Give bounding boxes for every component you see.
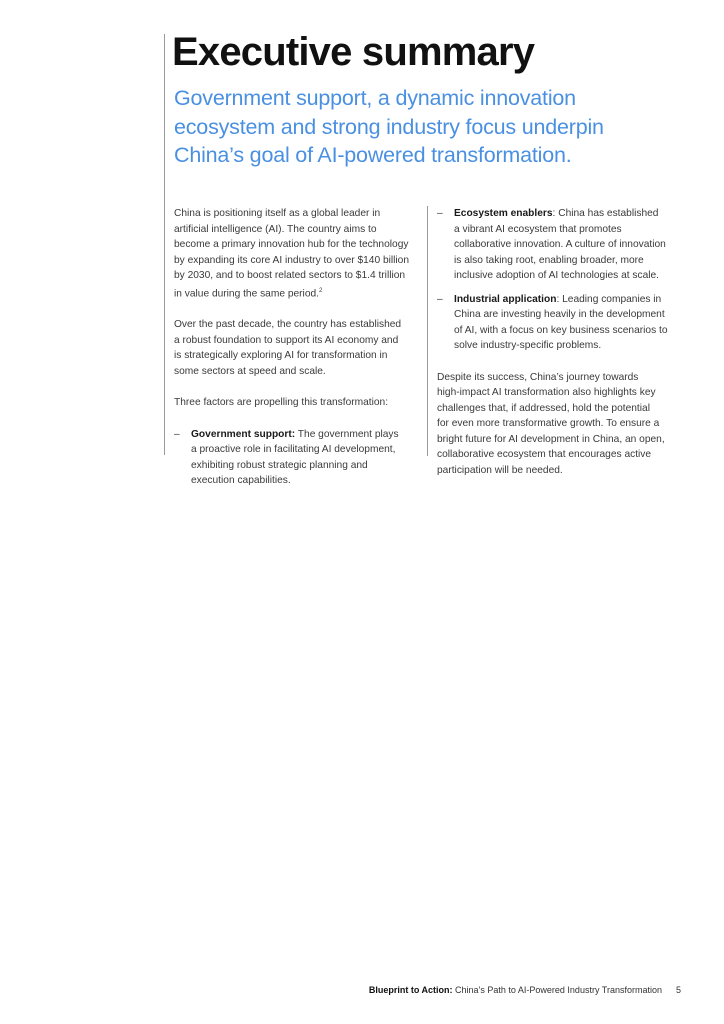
- right-column: [437, 206, 687, 494]
- text-line: participation will be needed.: [437, 464, 563, 476]
- subtitle-line: Government support, a dynamic innovation: [174, 86, 576, 110]
- text-line: a vibrant AI ecosystem that promotes: [454, 223, 622, 235]
- bullet-label: Ecosystem enablers: [454, 208, 553, 219]
- text-line: Despite its success, China’s journey towards: [437, 371, 639, 383]
- footer-report-subtitle: China’s Path to AI-Powered Industry Transformation: [452, 985, 662, 995]
- text-line: challenges that, if addressed, hold the potential: [437, 402, 650, 414]
- text-line: become a primary innovation hub for the technology: [174, 239, 409, 250]
- page-title: Executive summary: [172, 30, 535, 74]
- bullet-dash: –: [174, 428, 180, 440]
- text-line: by expanding its core AI industry to over $140 billion: [174, 254, 410, 266]
- bullet-industrial-application: [437, 292, 687, 354]
- bullet-label: Government support:: [191, 428, 296, 440]
- challenges-paragraph: [437, 370, 687, 479]
- foundation-paragraph: [174, 317, 419, 379]
- text-line: [191, 427, 419, 443]
- text-line: high-impact AI transformation also highlights key: [437, 387, 656, 398]
- text-line: exhibiting robust strategic planning and: [191, 459, 368, 471]
- text-line: execution capabilities.: [191, 475, 291, 487]
- text-line: collaborative ecosystem that encourages active: [437, 449, 652, 460]
- text-line: artificial intelligence (AI). The country aims to: [174, 223, 377, 235]
- bullet-government-support: [174, 427, 419, 489]
- left-column: [174, 206, 419, 497]
- text-line: for even more transformative growth. To ensure a: [437, 418, 660, 429]
- text-line: inclusive adoption of AI technologies at scale.: [454, 270, 660, 281]
- text-line: collaborative innovation. A culture of innovation: [454, 239, 666, 250]
- text-fragment: : China has established: [552, 208, 659, 219]
- footnote-marker: 2: [318, 287, 323, 294]
- bullet-ecosystem-enablers: [437, 206, 687, 284]
- text-line: [174, 284, 419, 302]
- text-line: bright future for AI development in China, an open,: [437, 433, 665, 445]
- text-line: a robust foundation to support its AI economy and: [174, 334, 399, 346]
- text-line: China is positioning itself as a global leader in: [174, 208, 381, 219]
- text-line: of AI, with a focus on key business scenarios to: [454, 324, 668, 336]
- bullet-dash: –: [437, 208, 443, 219]
- text-line: Three factors are propelling this transformation:: [174, 397, 389, 409]
- text-line: some sectors at speed and scale.: [174, 365, 326, 377]
- text-fragment: : Leading companies in: [556, 293, 662, 305]
- bullet-label: Industrial application: [454, 293, 557, 305]
- text-line: [454, 292, 687, 308]
- text-line: a proactive role in facilitating AI development,: [191, 444, 396, 456]
- text-line: solve industry-specific problems.: [454, 340, 602, 351]
- text-line: [454, 206, 687, 222]
- column-divider-rule: [427, 206, 428, 456]
- bullet-dash: –: [437, 293, 443, 305]
- left-margin-rule: [164, 34, 165, 455]
- text-line: by 2030, and to boost related sectors to $1.4 trillion: [174, 270, 406, 281]
- factors-intro-paragraph: [174, 395, 419, 411]
- text-fragment: The government plays: [295, 428, 399, 440]
- page-number: 5: [675, 985, 681, 995]
- text-fragment: in value during the same period.: [174, 287, 319, 299]
- text-line: Over the past decade, the country has established: [174, 319, 402, 331]
- page-footer: [369, 984, 681, 996]
- text-line: is strategically exploring AI for transformation in: [174, 350, 388, 362]
- page-subtitle: [174, 84, 694, 170]
- intro-paragraph: [174, 206, 419, 301]
- subtitle-line: ecosystem and strong industry focus underpin: [174, 114, 604, 139]
- text-line: China are investing heavily in the development: [454, 309, 665, 320]
- subtitle-line: China’s goal of AI-powered transformation.: [174, 143, 572, 167]
- text-line: is also taking root, enabling broader, more: [454, 254, 644, 266]
- footer-report-title: Blueprint to Action:: [368, 985, 453, 995]
